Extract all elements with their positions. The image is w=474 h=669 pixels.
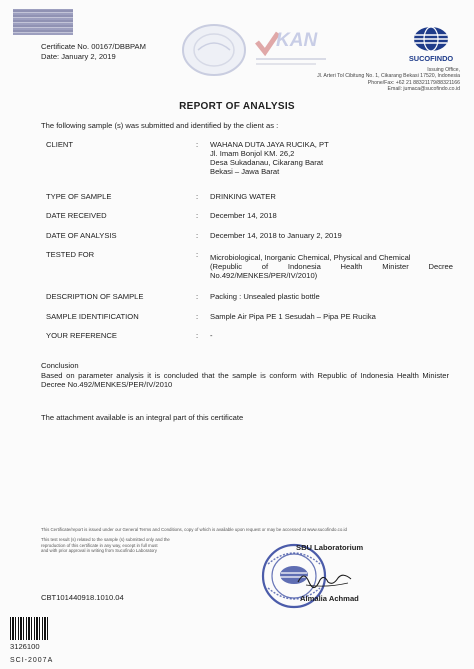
colon: : [196, 231, 199, 240]
analysis-label: DATE OF ANALYSIS [46, 231, 117, 240]
description-value: Packing : Unsealed plastic bottle [210, 292, 320, 301]
intro-text: The following sample (s) was submitted and identified by the client as : [41, 121, 279, 130]
client-value: WAHANA DUTA JAYA RUCIKA, PT Jl. Imam Bonjol KM. 26,2 Desa Sukadanau, Cikarang Barat Bekasi – Jawa Barat [210, 140, 329, 176]
terms-text: This Certificate/report is issued under our General Terms and Conditions, copy of which is available upon request or may be accessed at www.sucofindo.co.id [41, 527, 347, 532]
certificate-number: Certificate No. 00167/DBBPAM [41, 42, 146, 51]
page-title: REPORT OF ANALYSIS [179, 101, 295, 112]
colon: : [196, 250, 199, 259]
analysis-value: December 14, 2018 to January 2, 2019 [210, 231, 342, 240]
attachment-note: The attachment available is an integral part of this certificate [41, 413, 244, 422]
certificate-date: Date: January 2, 2019 [41, 52, 116, 61]
colon: : [196, 192, 199, 201]
tested-value: Microbiological, Inorganic Chemical, Physical and Chemical (Republic of Indonesia Health Minister Decree No.492/MENKES/PER/IV/2010) [210, 253, 453, 280]
colon: : [196, 312, 199, 321]
globe-icon [411, 26, 451, 52]
conclusion-text: Based on parameter analysis it is concluded that the sample is conform with Republic of Indonesia Health Minister Decree No.492/MENKES/PER/IV/2010 [41, 371, 449, 389]
lab-name: SBU Laboratorium [296, 543, 364, 552]
colon: : [196, 331, 199, 340]
reference-value: - [210, 331, 213, 340]
kan-logo: KAN [254, 28, 332, 68]
sucofindo-logo: SUCOFINDO [398, 26, 464, 72]
identification-value: Sample Air Pipa PE 1 Sesudah – Pipa PE Rucika [210, 312, 376, 321]
accreditation-seal-icon [180, 22, 248, 78]
reference-label: YOUR REFERENCE [46, 331, 117, 340]
form-code: SCI-2007A [10, 657, 54, 664]
signature-icon [296, 568, 354, 590]
office-address: Issuing Office, Jl. Arteri Tol Cibitung No. 1, Cikarang Bekasi 17520, Indonesia Phone/Fax: +62 21 88321179/88321166 Email: jumaca@sucofindo.co.id [317, 67, 460, 93]
tested-label: TESTED FOR [46, 250, 95, 259]
colon: : [196, 292, 199, 301]
security-stamp [13, 9, 73, 35]
received-label: DATE RECEIVED [46, 211, 107, 220]
barcode-number: 3126100 [10, 642, 40, 651]
disclaimer: This test result (s) related to the sample (s) submitted only and the reproduction of this certificate in any way, except in full must and with prior approval in writing from Sucofindo Laboratory [41, 537, 170, 554]
colon: : [196, 211, 199, 220]
colon: : [196, 140, 199, 149]
client-label: CLIENT [46, 140, 74, 149]
type-value: DRINKING WATER [210, 192, 276, 201]
conclusion-heading: Conclusion [41, 361, 79, 370]
signatory-name: Almalia Achmad [300, 594, 359, 603]
barcode [10, 617, 48, 640]
type-label: TYPE OF SAMPLE [46, 192, 112, 201]
received-value: December 14, 2018 [210, 211, 277, 220]
identification-label: SAMPLE IDENTIFICATION [46, 312, 139, 321]
document-code: CBT101440918.1010.04 [41, 593, 124, 602]
description-label: DESCRIPTION OF SAMPLE [46, 292, 144, 301]
